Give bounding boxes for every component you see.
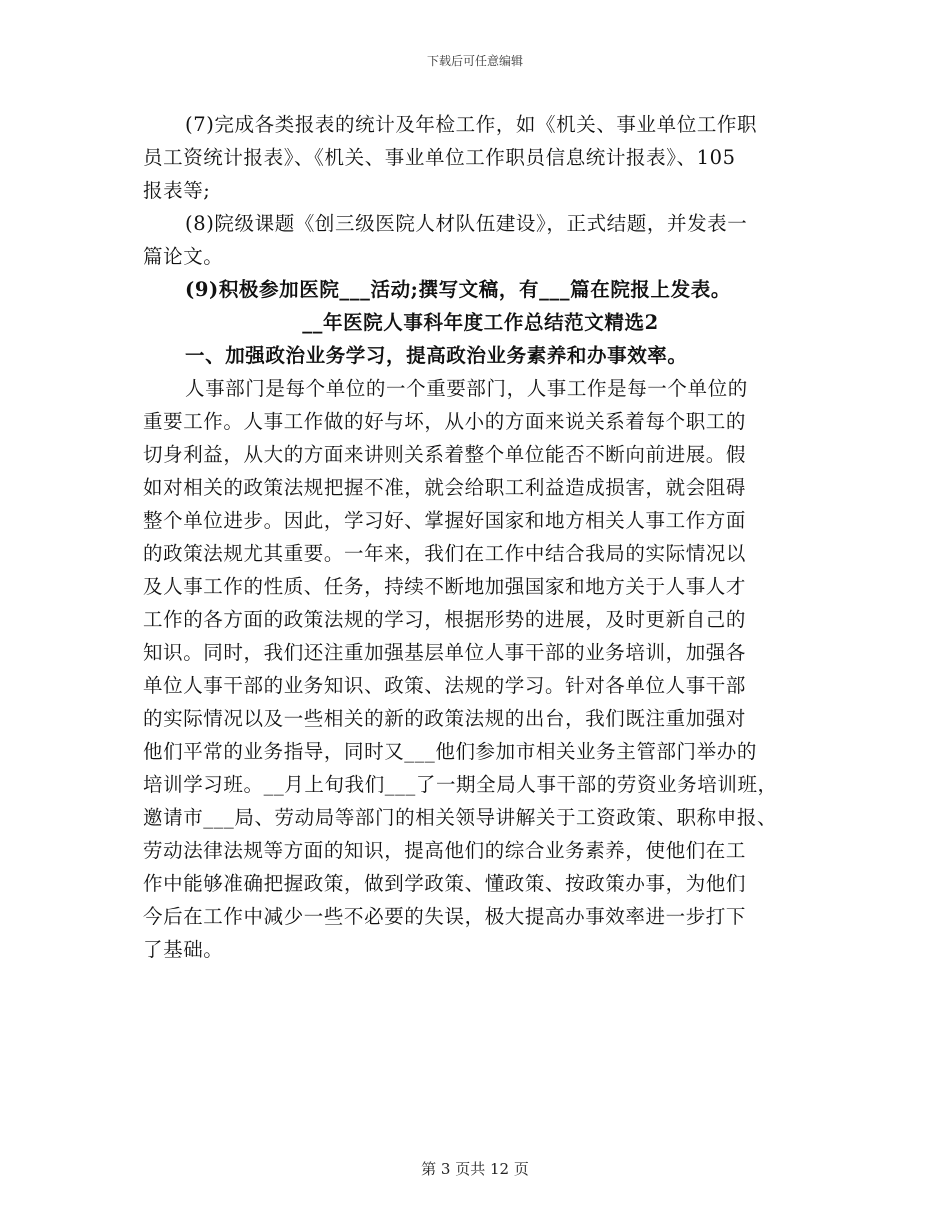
paragraph-line-8: 工作的各方面的政策法规的学习，根据形势的进展，及时更新自己的 bbox=[143, 608, 747, 631]
paragraph-line-4: 如对相关的政策法规把握不准，就会给职工利益造成损害，就会阻碍 bbox=[143, 476, 747, 499]
paragraph-line-7: 及人事工作的性质、任务，持续不断地加强国家和地方关于人事人才 bbox=[143, 575, 747, 598]
paragraph-line-14: 邀请市___局、劳动局等部门的相关领导讲解关于工资政策、职称申报、 bbox=[143, 806, 778, 829]
paragraph-line-6: 的政策法规尤其重要。一年来，我们在工作中结合我局的实际情况以 bbox=[143, 542, 747, 565]
paragraph-line-13: 培训学习班。__月上旬我们___了一期全局人事干部的劳资业务培训班， bbox=[143, 773, 778, 796]
page-header: 下载后可任意编辑 bbox=[426, 54, 523, 68]
item-7-line-2: 员工资统计报表》、《机关、事业单位工作职员信息统计报表》、105 bbox=[143, 146, 736, 169]
item-8-line-2: 篇论文。 bbox=[143, 245, 224, 268]
paragraph-line-11: 的实际情况以及一些相关的新的政策法规的出台，我们既注重加强对 bbox=[143, 707, 747, 730]
paragraph-line-16: 作中能够准确把握政策，做到学政策、懂政策、按政策办事，为他们 bbox=[143, 872, 747, 895]
item-9: (9)积极参加医院___活动;撰写文稿，有___篇在院报上发表。 bbox=[185, 278, 731, 301]
section-title: __年医院人事科年度工作总结范文精选2 bbox=[302, 311, 659, 334]
paragraph-line-10: 单位人事干部的业务知识、政策、法规的学习。针对各单位人事干部 bbox=[143, 674, 747, 697]
item-7-line-3: 报表等; bbox=[143, 179, 211, 202]
paragraph-line-5: 整个单位进步。因此，学习好、掌握好国家和地方相关人事工作方面 bbox=[143, 509, 747, 532]
section-heading: 一、加强政治业务学习，提高政治业务素养和办事效率。 bbox=[185, 344, 688, 367]
paragraph-line-2: 重要工作。人事工作做的好与坏，从小的方面来说关系着每个职工的 bbox=[143, 410, 747, 433]
paragraph-line-18: 了基础。 bbox=[143, 938, 224, 961]
paragraph-line-15: 劳动法律法规等方面的知识，提高他们的综合业务素养，使他们在工 bbox=[143, 839, 747, 862]
paragraph-line-17: 今后在工作中减少一些不必要的失误，极大提高办事效率进一步打下 bbox=[143, 905, 747, 928]
page-footer: 第 3 页共 12 页 bbox=[421, 1160, 529, 1178]
paragraph-line-3: 切身利益，从大的方面来讲则关系着整个单位能否不断向前进展。假 bbox=[143, 443, 747, 466]
paragraph-line-9: 知识。同时，我们还注重加强基层单位人事干部的业务培训，加强各 bbox=[143, 641, 747, 664]
document-body bbox=[143, 108, 818, 966]
item-7-line-1: (7)完成各类报表的统计及年检工作，如《机关、事业单位工作职 bbox=[185, 113, 758, 136]
paragraph-line-1: 人事部门是每个单位的一个重要部门，人事工作是每一个单位的 bbox=[185, 377, 748, 400]
paragraph-line-12: 他们平常的业务指导，同时又___他们参加市相关业务主管部门举办的 bbox=[143, 740, 757, 763]
item-8-line-1: (8)院级课题《创三级医院人材队伍建设》，正式结题，并发表一 bbox=[185, 212, 748, 235]
